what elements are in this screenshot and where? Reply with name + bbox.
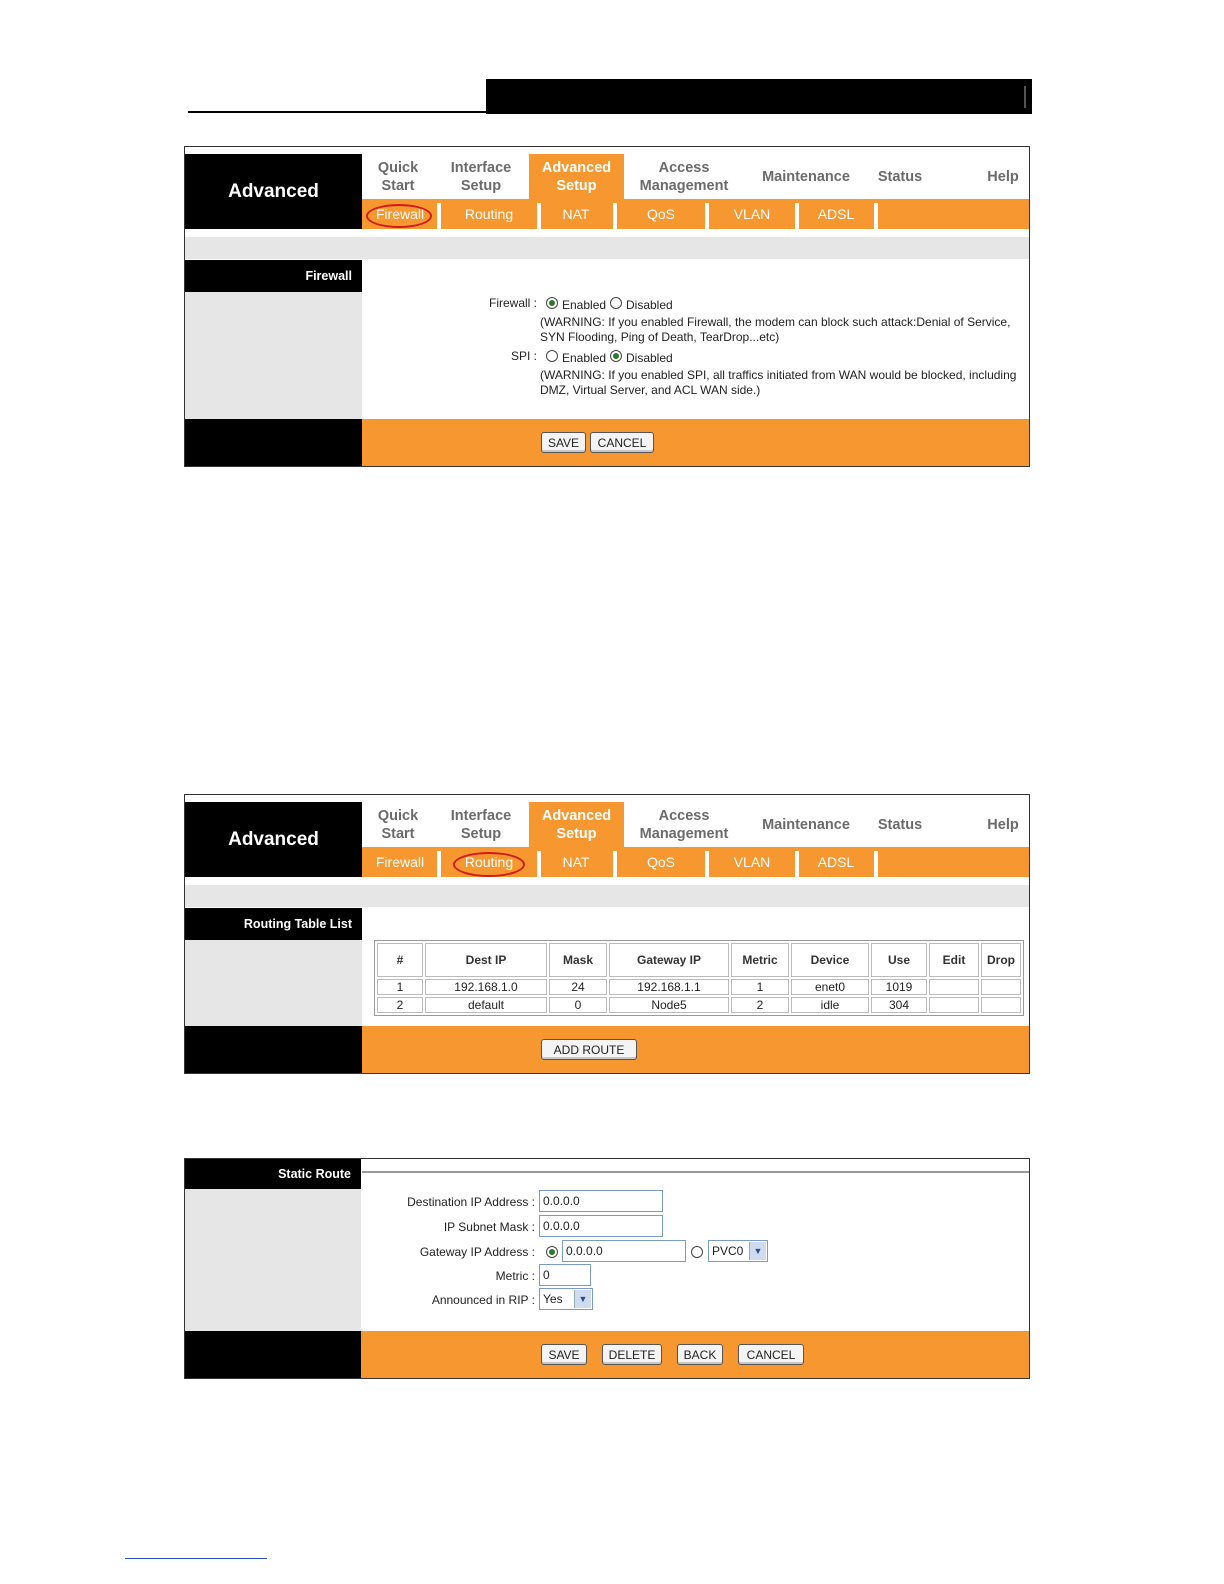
dest-ip-input[interactable] (539, 1190, 663, 1212)
title-rule (362, 1171, 1030, 1173)
footer-bar (362, 1026, 1029, 1074)
subtab-separator (437, 851, 441, 877)
table-cell: enet0 (791, 979, 869, 995)
page-header-rule (188, 111, 488, 113)
dest-ip-label: Destination IP Address : (407, 1195, 535, 1209)
subtab-nat[interactable]: NAT (562, 854, 590, 870)
column-header: # (377, 943, 423, 977)
table-header-row (377, 943, 1021, 977)
subtab-separator (537, 203, 541, 229)
tab-access-management[interactable]: Access Management (639, 807, 729, 842)
drop-cell[interactable] (981, 979, 1021, 995)
left-column (185, 940, 362, 1026)
column-header: Use (871, 943, 927, 977)
spi-label: SPI : (510, 349, 537, 363)
subtab-qos[interactable]: QoS (646, 206, 675, 222)
table-cell: 0 (549, 997, 607, 1013)
subtab-separator (705, 203, 709, 229)
rip-select[interactable] (539, 1288, 593, 1310)
subtab-routing[interactable]: Routing (464, 206, 514, 222)
firewall-enabled-label: Enabled (562, 298, 607, 312)
edit-cell[interactable] (929, 979, 979, 995)
tab-advanced-setup[interactable]: Advanced Setup (529, 154, 624, 199)
left-column (185, 1189, 361, 1331)
firewall-disabled-radio[interactable] (610, 297, 622, 309)
subtab-separator (874, 851, 878, 877)
column-header: Metric (731, 943, 789, 977)
footer-left (185, 1026, 362, 1074)
tab-maintenance[interactable]: Maintenance (762, 168, 850, 185)
firewall-enabled-radio[interactable] (546, 297, 558, 309)
column-header: Gateway IP (609, 943, 729, 977)
column-header: Mask (549, 943, 607, 977)
static-route-panel (184, 1158, 1030, 1379)
tab-maintenance[interactable]: Maintenance (762, 816, 850, 833)
section-title: Routing Table List (185, 908, 362, 940)
subnet-mask-label: IP Subnet Mask : (443, 1220, 535, 1234)
subtab-vlan[interactable]: VLAN (733, 206, 771, 222)
pvc-select-value: PVC0 (712, 1244, 744, 1258)
add-route-button[interactable]: ADD ROUTE (541, 1039, 637, 1060)
rip-label: Announced in RIP : (431, 1293, 535, 1307)
brand-label: Advanced (185, 802, 362, 877)
spi-disabled-label: Disabled (626, 351, 673, 365)
spi-enabled-radio[interactable] (546, 350, 558, 362)
table-cell: 2 (377, 997, 423, 1013)
subtab-firewall[interactable]: Firewall (375, 206, 425, 222)
chevron-down-icon: ▼ (574, 1290, 591, 1308)
subtab-adsl[interactable]: ADSL (817, 854, 855, 870)
metric-input[interactable] (539, 1264, 591, 1286)
gateway-ip-radio[interactable] (546, 1246, 558, 1258)
subtab-routing[interactable]: Routing (464, 854, 514, 870)
firewall-disabled-label: Disabled (626, 298, 673, 312)
subtab-adsl[interactable]: ADSL (817, 206, 855, 222)
highlight-oval (453, 852, 525, 877)
table-cell: default (425, 997, 547, 1013)
routing-panel (184, 794, 1030, 1074)
routing-table-wrap (374, 940, 1024, 1016)
spi-disabled-radio[interactable] (610, 350, 622, 362)
table-cell: 1 (731, 979, 789, 995)
table-cell: 2 (731, 997, 789, 1013)
save-button[interactable]: SAVE (541, 432, 586, 453)
subtab-separator (795, 851, 799, 877)
table-cell: 24 (549, 979, 607, 995)
table-cell: 1019 (871, 979, 927, 995)
spi-warning-cont: DMZ, Virtual Server, and ACL WAN side.) (540, 383, 761, 397)
table-row (377, 979, 1021, 995)
footer-left (185, 1331, 361, 1379)
column-header: Edit (929, 943, 979, 977)
tab-quick-start[interactable]: Quick Start (377, 807, 419, 842)
table-cell: 192.168.1.1 (609, 979, 729, 995)
subtab-separator (613, 203, 617, 229)
brand-label: Advanced (185, 154, 362, 229)
firewall-panel (184, 146, 1030, 467)
tab-interface-setup[interactable]: Interface Setup (450, 807, 512, 842)
tab-interface-setup[interactable]: Interface Setup (450, 159, 512, 194)
section-title: Firewall (185, 260, 362, 292)
tab-help[interactable]: Help (987, 816, 1019, 833)
subnet-mask-input[interactable] (539, 1215, 663, 1237)
column-header: Drop (981, 943, 1021, 977)
rip-select-value: Yes (543, 1292, 563, 1306)
subtab-separator (874, 203, 878, 229)
tab-advanced-setup[interactable]: Advanced Setup (529, 802, 624, 847)
delete-button[interactable]: DELETE (602, 1344, 662, 1365)
footer-left (185, 419, 362, 467)
table-cell: idle (791, 997, 869, 1013)
table-cell: 1 (377, 979, 423, 995)
drop-cell[interactable] (981, 997, 1021, 1013)
subtab-vlan[interactable]: VLAN (733, 854, 771, 870)
save-button[interactable]: SAVE (541, 1344, 587, 1365)
tab-quick-start[interactable]: Quick Start (377, 159, 419, 194)
footer-bar (362, 419, 1029, 467)
spi-warning: (WARNING: If you enabled SPI, all traffics initiated from WAN would be blocked, including (540, 368, 1017, 382)
gateway-ip-input[interactable] (562, 1240, 686, 1262)
divider-strip (185, 885, 1030, 907)
subtab-nat[interactable]: NAT (562, 206, 590, 222)
spi-enabled-label: Enabled (562, 351, 607, 365)
back-button[interactable]: BACK (677, 1344, 723, 1365)
firewall-warning-cont: SYN Flooding, Ping of Death, TearDrop...etc) (540, 330, 780, 344)
subtab-separator (795, 203, 799, 229)
table-row (377, 997, 1021, 1013)
highlight-oval (366, 204, 432, 228)
left-column (185, 292, 362, 419)
tab-status[interactable]: Status (877, 816, 923, 833)
page-header-tick (1024, 86, 1026, 108)
cancel-button[interactable]: CANCEL (738, 1344, 804, 1365)
table-cell: 304 (871, 997, 927, 1013)
subtab-separator (613, 851, 617, 877)
gateway-pvc-radio[interactable] (691, 1246, 703, 1258)
chevron-down-icon: ▼ (749, 1242, 766, 1260)
page-header-bar (486, 79, 1032, 114)
subtab-separator (437, 203, 441, 229)
column-header: Device (791, 943, 869, 977)
gateway-ip-label: Gateway IP Address : (419, 1245, 535, 1259)
routing-table (374, 940, 1024, 1016)
divider-strip (185, 237, 1030, 259)
metric-label: Metric : (495, 1269, 535, 1283)
firewall-warning: (WARNING: If you enabled Firewall, the modem can block such attack:Denial of Service, (540, 315, 1011, 329)
section-title: Static Route (185, 1159, 361, 1189)
subtab-separator (537, 851, 541, 877)
tab-help[interactable]: Help (987, 168, 1019, 185)
subtab-qos[interactable]: QoS (646, 854, 675, 870)
firewall-label: Firewall : (488, 296, 537, 310)
column-header: Dest IP (425, 943, 547, 977)
subtab-firewall[interactable]: Firewall (375, 854, 425, 870)
pvc-select[interactable] (708, 1240, 768, 1262)
tab-status[interactable]: Status (877, 168, 923, 185)
tab-access-management[interactable]: Access Management (639, 159, 729, 194)
table-cell: 192.168.1.0 (425, 979, 547, 995)
cancel-button[interactable]: CANCEL (590, 432, 654, 453)
table-cell: Node5 (609, 997, 729, 1013)
footer-link-rule (125, 1558, 267, 1559)
subtab-separator (705, 851, 709, 877)
edit-cell[interactable] (929, 997, 979, 1013)
